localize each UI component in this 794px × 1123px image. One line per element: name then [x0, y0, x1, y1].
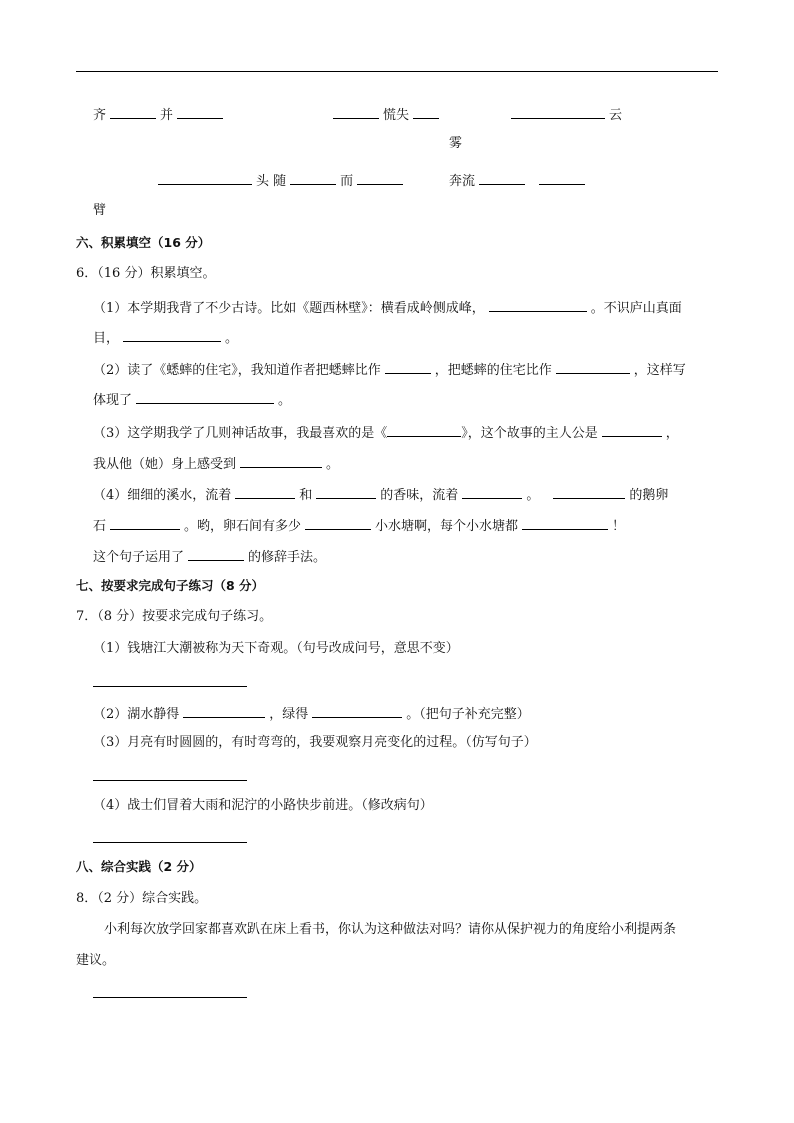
q6-line-9 — [93, 546, 326, 567]
answer-line[interactable] — [93, 780, 247, 781]
idiom-char: 雾 — [449, 136, 463, 151]
q7-item-4: （4）战士们冒着大雨和泥泞的小路快步前进。（修改病句） — [93, 798, 433, 813]
text: （2）读了《蟋蟀的住宅》，我知道作者把蟋蟀比作 — [93, 363, 381, 378]
fill-blank[interactable] — [188, 546, 244, 561]
text: 。 — [326, 457, 340, 472]
fill-row-1b — [333, 104, 443, 125]
text: 目， — [93, 331, 120, 346]
text: 。哟，卵石间有多少 — [184, 519, 302, 534]
fill-blank[interactable] — [479, 170, 525, 185]
text: （4）细细的溪水，流着 — [93, 488, 232, 503]
text: 石 — [93, 519, 107, 534]
answer-line[interactable] — [93, 997, 247, 998]
text: ！ — [612, 519, 626, 534]
fill-blank[interactable] — [357, 170, 403, 185]
fill-blank[interactable] — [136, 389, 274, 404]
fill-blank[interactable] — [183, 703, 265, 718]
text: 。不识庐山真面 — [590, 301, 682, 316]
text: 。（把句子补充完整） — [406, 707, 530, 722]
text: 体现了 — [93, 393, 133, 408]
fill-blank[interactable] — [385, 359, 431, 374]
q6-line-3 — [93, 359, 686, 380]
fill-blank[interactable] — [305, 515, 371, 530]
fill-blank[interactable] — [553, 484, 625, 499]
q6-line-7 — [93, 484, 668, 505]
text: （2）湖水静得 — [93, 707, 180, 722]
text: 。 — [225, 331, 239, 346]
idiom-char: 云 — [609, 108, 623, 123]
text: 。 — [278, 393, 292, 408]
q7-item-2 — [93, 703, 530, 724]
fill-blank[interactable] — [539, 170, 585, 185]
fill-row-1c — [511, 104, 622, 125]
section-8-title: 八、综合实践（2 分） — [76, 859, 202, 874]
text: ，绿得 — [269, 707, 309, 722]
q8-paragraph-line-1: 小利每次放学回家都喜欢趴在床上看书，你认为这种做法对吗？请你从保护视力的角度给小利提两条 — [104, 922, 677, 937]
fill-blank[interactable] — [158, 170, 252, 185]
header-rule — [76, 71, 718, 72]
text: （3）这学期我学了几则神话故事，我最喜欢的是《 — [93, 426, 388, 441]
q6-line-5 — [93, 422, 679, 443]
idiom-char: 奔流 — [449, 174, 476, 189]
q6-line-8 — [93, 515, 625, 536]
fill-row-3b — [449, 170, 589, 191]
fill-blank[interactable] — [462, 484, 522, 499]
answer-line[interactable] — [93, 686, 247, 687]
fill-blank[interactable] — [413, 104, 439, 119]
question-8-head: 8．（2 分）综合实践。 — [76, 891, 208, 906]
text: ，这样写 — [633, 363, 686, 378]
q6-line-6 — [93, 453, 339, 474]
idiom-char: 臂 — [93, 203, 107, 218]
q7-item-3: （3）月亮有时圆圆的，有时弯弯的，我要观察月亮变化的过程。（仿写句子） — [93, 735, 537, 750]
fill-blank[interactable] — [240, 453, 322, 468]
text: 。 — [526, 488, 540, 503]
text: 》，这个故事的主人公是 — [461, 426, 598, 441]
fill-blank[interactable] — [290, 170, 336, 185]
section-7-title: 七、按要求完成句子练习（8 分） — [76, 578, 265, 593]
fill-blank[interactable] — [387, 422, 461, 437]
idiom-char: 齐 — [93, 108, 107, 123]
fill-blank[interactable] — [123, 327, 221, 342]
fill-blank[interactable] — [235, 484, 295, 499]
question-7-head: 7．（8 分）按要求完成句子练习。 — [76, 609, 273, 624]
idiom-char: 慌失 — [383, 108, 410, 123]
fill-blank[interactable] — [110, 104, 156, 119]
fill-blank[interactable] — [522, 515, 608, 530]
answer-line[interactable] — [93, 842, 247, 843]
q6-line-2 — [93, 327, 238, 348]
text: 的修辞手法。 — [248, 550, 327, 565]
fill-blank[interactable] — [556, 359, 630, 374]
q6-line-4 — [93, 389, 291, 410]
text: 的鹅卵 — [629, 488, 669, 503]
text: 这个句子运用了 — [93, 550, 185, 565]
q7-item-1: （1）钱塘江大潮被称为天下奇观。（句号改成问号，意思不变） — [93, 641, 459, 656]
fill-blank[interactable] — [602, 422, 662, 437]
fill-blank[interactable] — [489, 297, 587, 312]
idiom-char: 头 随 — [256, 174, 287, 189]
q6-line-1 — [93, 297, 682, 318]
text: ， — [665, 426, 679, 441]
fill-row-1a — [93, 104, 227, 125]
text: 我从他（她）身上感受到 — [93, 457, 237, 472]
idiom-char: 而 — [340, 174, 354, 189]
q8-paragraph-line-2: 建议。 — [76, 953, 116, 968]
text: （1）本学期我背了不少古诗。比如《题西林壁》：横看成岭侧成峰， — [93, 301, 485, 316]
question-6-head: 6．（16 分）积累填空。 — [76, 266, 216, 281]
fill-blank[interactable] — [110, 515, 180, 530]
fill-blank[interactable] — [316, 484, 376, 499]
fill-blank[interactable] — [333, 104, 379, 119]
idiom-char: 并 — [160, 108, 174, 123]
text: 小水塘啊，每个小水塘都 — [375, 519, 519, 534]
fill-blank[interactable] — [177, 104, 223, 119]
text: 的香味，流着 — [380, 488, 459, 503]
fill-blank[interactable] — [312, 703, 402, 718]
fill-blank[interactable] — [511, 104, 605, 119]
text: ，把蟋蟀的住宅比作 — [434, 363, 552, 378]
text: 和 — [299, 488, 313, 503]
section-6-title: 六、积累填空（16 分） — [76, 235, 211, 250]
fill-row-3a — [158, 170, 407, 191]
